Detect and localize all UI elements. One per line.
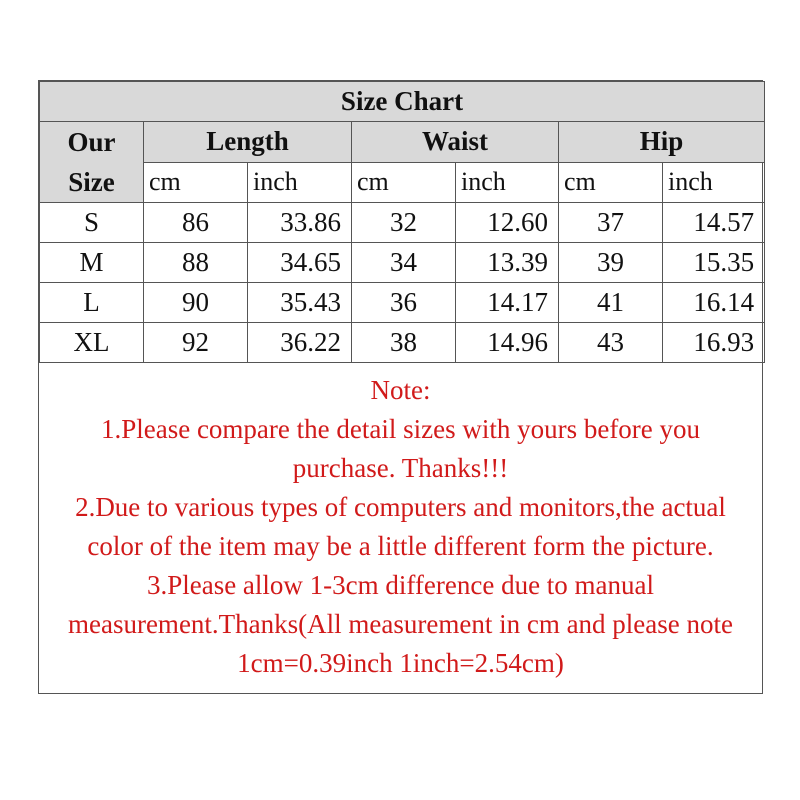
unit-hip-inch: inch xyxy=(663,162,765,203)
hip-inch: 16.93 xyxy=(663,323,765,363)
size-label: XL xyxy=(40,323,144,363)
size-label: S xyxy=(40,203,144,243)
note-3: 3.Please allow 1-3cm difference due to manual measurement.Thanks(All measurement in cm and please note 1cm=0.39inch 1inch=2.54cm) xyxy=(67,570,734,678)
length-cm: 92 xyxy=(144,323,248,363)
table-row xyxy=(40,323,765,363)
unit-waist-cm: cm xyxy=(352,162,456,203)
length-inch: 36.22 xyxy=(248,323,352,363)
length-inch: 34.65 xyxy=(248,243,352,283)
table-row xyxy=(40,203,765,243)
length-cm: 90 xyxy=(144,283,248,323)
hip-cm: 39 xyxy=(559,243,663,283)
size-label: L xyxy=(40,283,144,323)
size-label: M xyxy=(40,243,144,283)
length-inch: 33.86 xyxy=(248,203,352,243)
waist-cm: 34 xyxy=(352,243,456,283)
notes-heading: Note: xyxy=(370,375,431,405)
notes-section xyxy=(39,363,762,693)
waist-header: Waist xyxy=(352,122,559,163)
note-2: 2.Due to various types of computers and monitors,the actual color of the item may be a little different form the picture. xyxy=(75,492,726,561)
length-cm: 86 xyxy=(144,203,248,243)
size-table xyxy=(39,81,765,363)
unit-hip-cm: cm xyxy=(559,162,663,203)
hip-cm: 37 xyxy=(559,203,663,243)
size-chart xyxy=(38,80,763,694)
hip-inch: 14.57 xyxy=(663,203,765,243)
length-cm: 88 xyxy=(144,243,248,283)
length-header: Length xyxy=(144,122,352,163)
title-row xyxy=(40,82,765,122)
waist-cm: 36 xyxy=(352,283,456,323)
unit-length-inch: inch xyxy=(248,162,352,203)
hip-header: Hip xyxy=(559,122,765,163)
waist-inch: 14.17 xyxy=(456,283,559,323)
table-row xyxy=(40,243,765,283)
waist-inch: 14.96 xyxy=(456,323,559,363)
unit-waist-inch: inch xyxy=(456,162,559,203)
hip-cm: 43 xyxy=(559,323,663,363)
note-1: 1.Please compare the detail sizes with yours before you purchase. Thanks!!! xyxy=(100,414,701,483)
length-inch: 35.43 xyxy=(248,283,352,323)
our-size-header xyxy=(40,122,144,203)
our-size-line-1: Our xyxy=(67,127,116,157)
table-row xyxy=(40,283,765,323)
waist-inch: 13.39 xyxy=(456,243,559,283)
hip-cm: 41 xyxy=(559,283,663,323)
waist-cm: 38 xyxy=(352,323,456,363)
unit-header-row xyxy=(40,162,765,203)
group-header-row xyxy=(40,122,765,163)
waist-inch: 12.60 xyxy=(456,203,559,243)
our-size-line-2: Size xyxy=(68,167,115,197)
chart-title: Size Chart xyxy=(40,82,765,122)
waist-cm: 32 xyxy=(352,203,456,243)
unit-length-cm: cm xyxy=(144,162,248,203)
hip-inch: 15.35 xyxy=(663,243,765,283)
hip-inch: 16.14 xyxy=(663,283,765,323)
